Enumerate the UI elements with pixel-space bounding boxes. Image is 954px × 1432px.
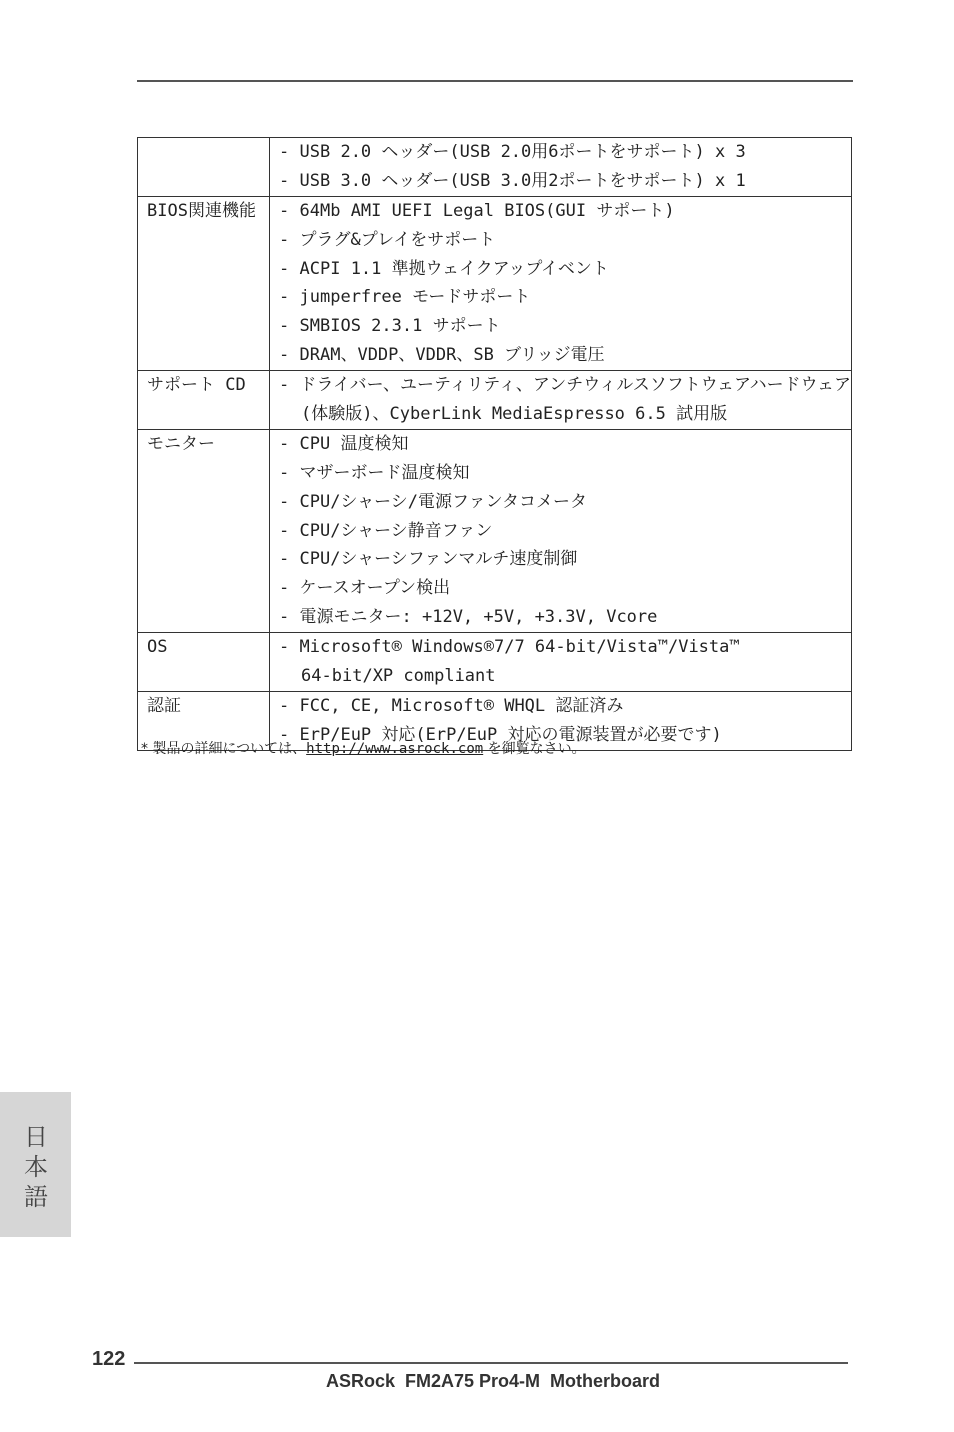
spec-line: - CPU/シャーシ静音ファン: [279, 520, 493, 541]
spec-line-continuation: 64-bit/XP compliant: [301, 666, 496, 687]
spec-line: - ACPI 1.1 準拠ウェイクアップイベント: [279, 258, 609, 279]
footnote: [141, 738, 586, 758]
spec-line: - CPU/シャーシファンマルチ速度制御: [279, 549, 578, 570]
spec-line: - ErP/EuP 対応(ErP/EuP 対応の電源装置が必要です): [279, 724, 722, 745]
spec-line-continuation: (体験版)、CyberLink MediaEspresso 6.5 試用版: [301, 404, 728, 425]
row-label: [138, 196, 270, 370]
footnote-prefix: * 製品の詳細については、: [141, 741, 307, 757]
row-label-text: [147, 138, 269, 167]
spec-line: - CPU/シャーシ/電源ファンタコメータ: [279, 491, 587, 512]
spec-line: - USB 2.0 ヘッダー(USB 2.0用6ポートをサポート) x 3: [279, 142, 746, 162]
row-label: [138, 633, 270, 692]
row-label: [138, 429, 270, 632]
spec-line: - USB 3.0 ヘッダー(USB 3.0用2ポートをサポート) x 1: [279, 170, 746, 191]
spec-line: - マザーボード温度検知: [279, 462, 470, 483]
row-label: [138, 371, 270, 430]
spec-line: - ケースオープン検出: [279, 578, 451, 599]
row-label-text: サポート CD: [147, 375, 246, 396]
table-row: [138, 196, 852, 370]
spec-line: - jumperfree モードサポート: [279, 287, 531, 308]
table-row: [138, 371, 852, 430]
language-tab-label: 日 本 語: [24, 1123, 48, 1211]
row-label-text: OS: [147, 637, 168, 658]
spec-table: [137, 137, 852, 751]
bottom-rule: [134, 1362, 848, 1364]
spec-line: - ドライバー、ユーティリティ、アンチウィルスソフトウェアハードウェア: [279, 375, 851, 396]
asrock-website-link[interactable]: http://www.asrock.com: [306, 741, 484, 757]
spec-line: - FCC, CE, Microsoft® WHQL 認証済み: [279, 695, 624, 716]
product-name: ASRock FM2A75 Pro4-M Motherboard: [326, 1371, 661, 1391]
spec-line: - SMBIOS 2.3.1 サポート: [279, 316, 501, 337]
table-row: [138, 138, 852, 197]
row-label-text: 認証: [147, 695, 181, 716]
page-number: 122: [92, 1348, 126, 1370]
spec-line: - DRAM、VDDP、VDDR、SB ブリッジ電圧: [279, 345, 605, 366]
table-row: [138, 429, 852, 632]
spec-line: - 電源モニター: +12V, +5V, +3.3V, Vcore: [279, 607, 658, 628]
row-value: [270, 633, 852, 692]
language-tab: [0, 1092, 71, 1237]
footnote-suffix: を御覧なさい。: [483, 741, 586, 757]
spec-line: - 64Mb AMI UEFI Legal BIOS(GUI サポート): [279, 200, 675, 221]
row-label: [138, 138, 270, 197]
table-row: [138, 633, 852, 692]
row-value: [270, 371, 852, 430]
spec-line: - プラグ&プレイをサポート: [279, 229, 496, 250]
top-rule: [137, 80, 853, 82]
spec-line: - CPU 温度検知: [279, 433, 409, 454]
row-label-text: BIOS関連機能: [147, 200, 256, 221]
spec-line: - Microsoft® Windows®7/7 64-bit/Vista™/Vista™: [279, 637, 740, 658]
row-value: [270, 196, 852, 370]
row-value: [270, 429, 852, 632]
row-label-text: モニター: [147, 433, 215, 454]
row-value: [270, 138, 852, 197]
